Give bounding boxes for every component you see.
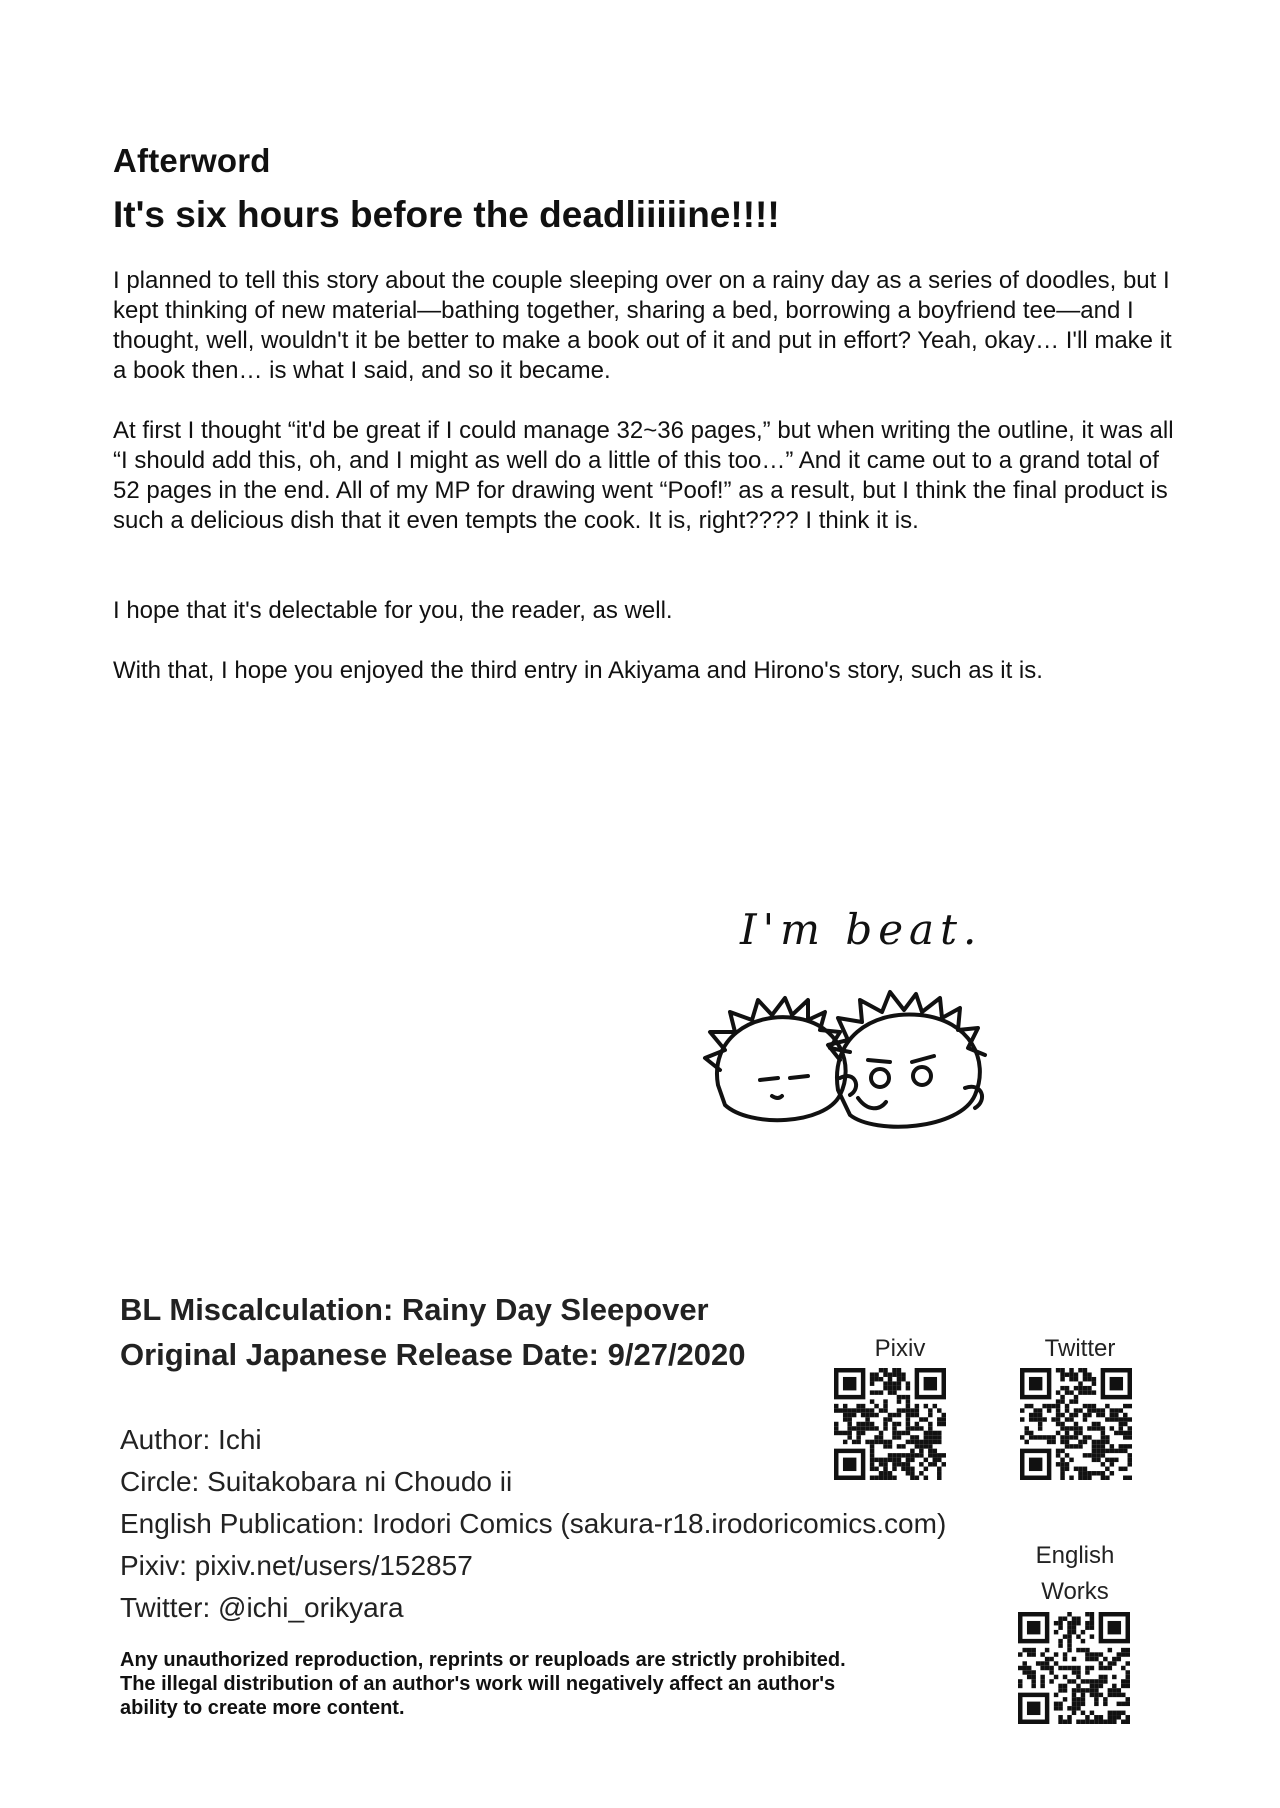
afterword-heading: Afterword — [113, 142, 271, 179]
doodle-caption: I'm beat. — [740, 905, 983, 954]
right-character-eye-right — [913, 1067, 931, 1085]
copyright-notice — [120, 1648, 980, 1720]
afterword-paragraph: With that, I hope you enjoyed the third entry in Akiyama and Hirono's story, such as it is. — [113, 657, 1043, 684]
afterword-title: It's six hours before the deadliiiiine!!!! — [113, 194, 780, 235]
chibi-doodle-illustration — [690, 900, 1020, 1160]
afterword-paragraph: At first I thought “it'd be great if I could manage 32~36 pages,” but when writing the outline, it was all “I should add this, oh, and I might as well do a little of this too…” And it came out to a grand total of 52 pages in the end. All of my MP for drawing went “Poof!” as a result, but I think the final product is such a delicious dish that it even tempts the cook. It is, right???? I think it is. — [113, 417, 1174, 534]
right-character-hair — [828, 992, 985, 1060]
credit-publication: English Publication: Irodori Comics (sakura-r18.irodoricomics.com) — [120, 1508, 947, 1539]
release-date: Original Japanese Release Date: 9/27/2020 — [120, 1337, 746, 1372]
book-title: BL Miscalculation: Rainy Day Sleepover — [120, 1292, 709, 1327]
notice-line: Any unauthorized reproduction, reprints or reuploads are strictly prohibited. — [120, 1649, 846, 1671]
credit-author: Author: Ichi — [120, 1424, 262, 1455]
notice-line: ability to create more content. — [120, 1697, 405, 1719]
qr-label-pixiv: Pixiv — [874, 1335, 926, 1362]
right-character-chin-mark — [858, 1098, 886, 1108]
pixiv-qr-code[interactable] — [834, 1368, 946, 1480]
qr-label-english-works — [1020, 1538, 1130, 1610]
credit-circle: Circle: Suitakobara ni Choudo ii — [120, 1466, 513, 1497]
notice-line: The illegal distribution of an author's work will negatively affect an author's — [120, 1673, 836, 1695]
afterword-paragraph: I hope that it's delectable for you, the reader, as well. — [113, 597, 673, 624]
credit-pixiv: Pixiv: pixiv.net/users/152857 — [120, 1550, 473, 1581]
english-works-qr-code[interactable] — [1018, 1612, 1130, 1724]
qr-label-twitter: Twitter — [1044, 1335, 1116, 1362]
credit-twitter: Twitter: @ichi_orikyara — [120, 1592, 404, 1623]
qr-label-line: Works — [1041, 1578, 1109, 1605]
left-character-eyes — [760, 1076, 808, 1080]
right-character-eye-left — [871, 1069, 889, 1087]
qr-label-line: English — [1035, 1542, 1115, 1569]
twitter-qr-code[interactable] — [1020, 1368, 1132, 1480]
left-character-mouth — [772, 1096, 782, 1098]
afterword-paragraph: I planned to tell this story about the couple sleeping over on a rainy day as a series of doodles, but I kept thinking of new material—bathing together, sharing a bed, borrowing a boyfriend tee—and I thought, well, wouldn't it be better to make a book out of it and put in effort? Yeah, okay… I'll make it a book then… is what I said, and so it became. — [113, 267, 1172, 384]
right-character-brow-right — [912, 1056, 934, 1062]
right-character-brow-left — [868, 1060, 890, 1062]
